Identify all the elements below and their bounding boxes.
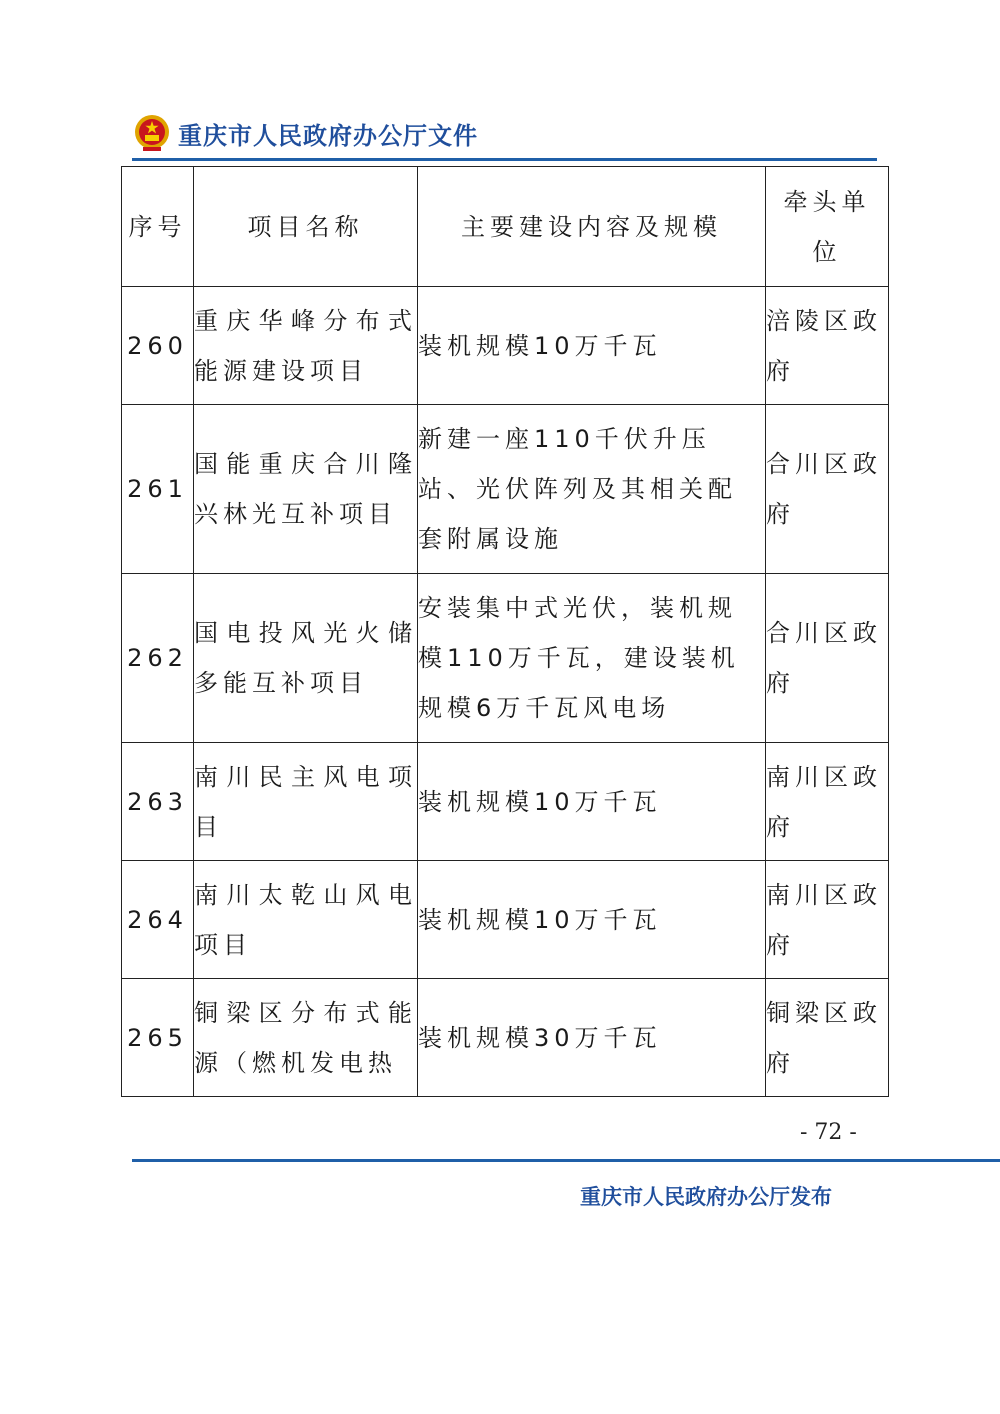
lead-unit: 合川区政府 bbox=[766, 574, 889, 743]
lead-unit: 铜梁区政府 bbox=[766, 979, 889, 1097]
table-row bbox=[122, 743, 889, 861]
project-name: 南川民主风电项目 bbox=[194, 743, 418, 861]
lead-unit: 合川区政府 bbox=[766, 405, 889, 574]
column-header-content: 主要建设内容及规模 bbox=[418, 167, 766, 287]
footer-publisher: 重庆市人民政府办公厅发布 bbox=[580, 1184, 832, 1209]
project-content: 装机规模10万千瓦 bbox=[418, 861, 766, 979]
table-row bbox=[122, 979, 889, 1097]
project-content: 装机规模10万千瓦 bbox=[418, 743, 766, 861]
column-header-name: 项目名称 bbox=[194, 167, 418, 287]
project-content: 新建一座110千伏升压站、光伏阵列及其相关配套附属设施 bbox=[418, 405, 766, 574]
row-number: 264 bbox=[122, 861, 194, 979]
row-number: 261 bbox=[122, 405, 194, 574]
table-row bbox=[122, 405, 889, 574]
project-content: 装机规模30万千瓦 bbox=[418, 979, 766, 1097]
footer-divider bbox=[132, 1159, 1000, 1162]
row-number: 265 bbox=[122, 979, 194, 1097]
table-header-row bbox=[122, 167, 889, 287]
column-header-lead: 牵头单位 bbox=[766, 167, 889, 287]
lead-unit: 南川区政府 bbox=[766, 861, 889, 979]
project-content: 装机规模10万千瓦 bbox=[418, 287, 766, 405]
page-number: - 72 - bbox=[800, 1120, 857, 1145]
project-name: 重庆华峰分布式能源建设项目 bbox=[194, 287, 418, 405]
lead-unit: 南川区政府 bbox=[766, 743, 889, 861]
header-divider bbox=[132, 158, 877, 161]
project-name: 铜梁区分布式能源（燃机发电热 bbox=[194, 979, 418, 1097]
project-name: 国能重庆合川隆兴林光互补项目 bbox=[194, 405, 418, 574]
row-number: 262 bbox=[122, 574, 194, 743]
table-row bbox=[122, 287, 889, 405]
table-row bbox=[122, 861, 889, 979]
header-title: 重庆市人民政府办公厅文件 bbox=[178, 120, 478, 150]
lead-unit: 涪陵区政府 bbox=[766, 287, 889, 405]
national-emblem-icon bbox=[132, 113, 172, 153]
project-table bbox=[121, 166, 889, 1097]
project-name: 国电投风光火储多能互补项目 bbox=[194, 574, 418, 743]
project-name: 南川太乾山风电项目 bbox=[194, 861, 418, 979]
table-row bbox=[122, 574, 889, 743]
document-header bbox=[132, 108, 478, 158]
project-content: 安装集中式光伏，装机规模110万千瓦，建设装机规模6万千瓦风电场 bbox=[418, 574, 766, 743]
row-number: 263 bbox=[122, 743, 194, 861]
column-header-number: 序号 bbox=[122, 167, 194, 287]
row-number: 260 bbox=[122, 287, 194, 405]
